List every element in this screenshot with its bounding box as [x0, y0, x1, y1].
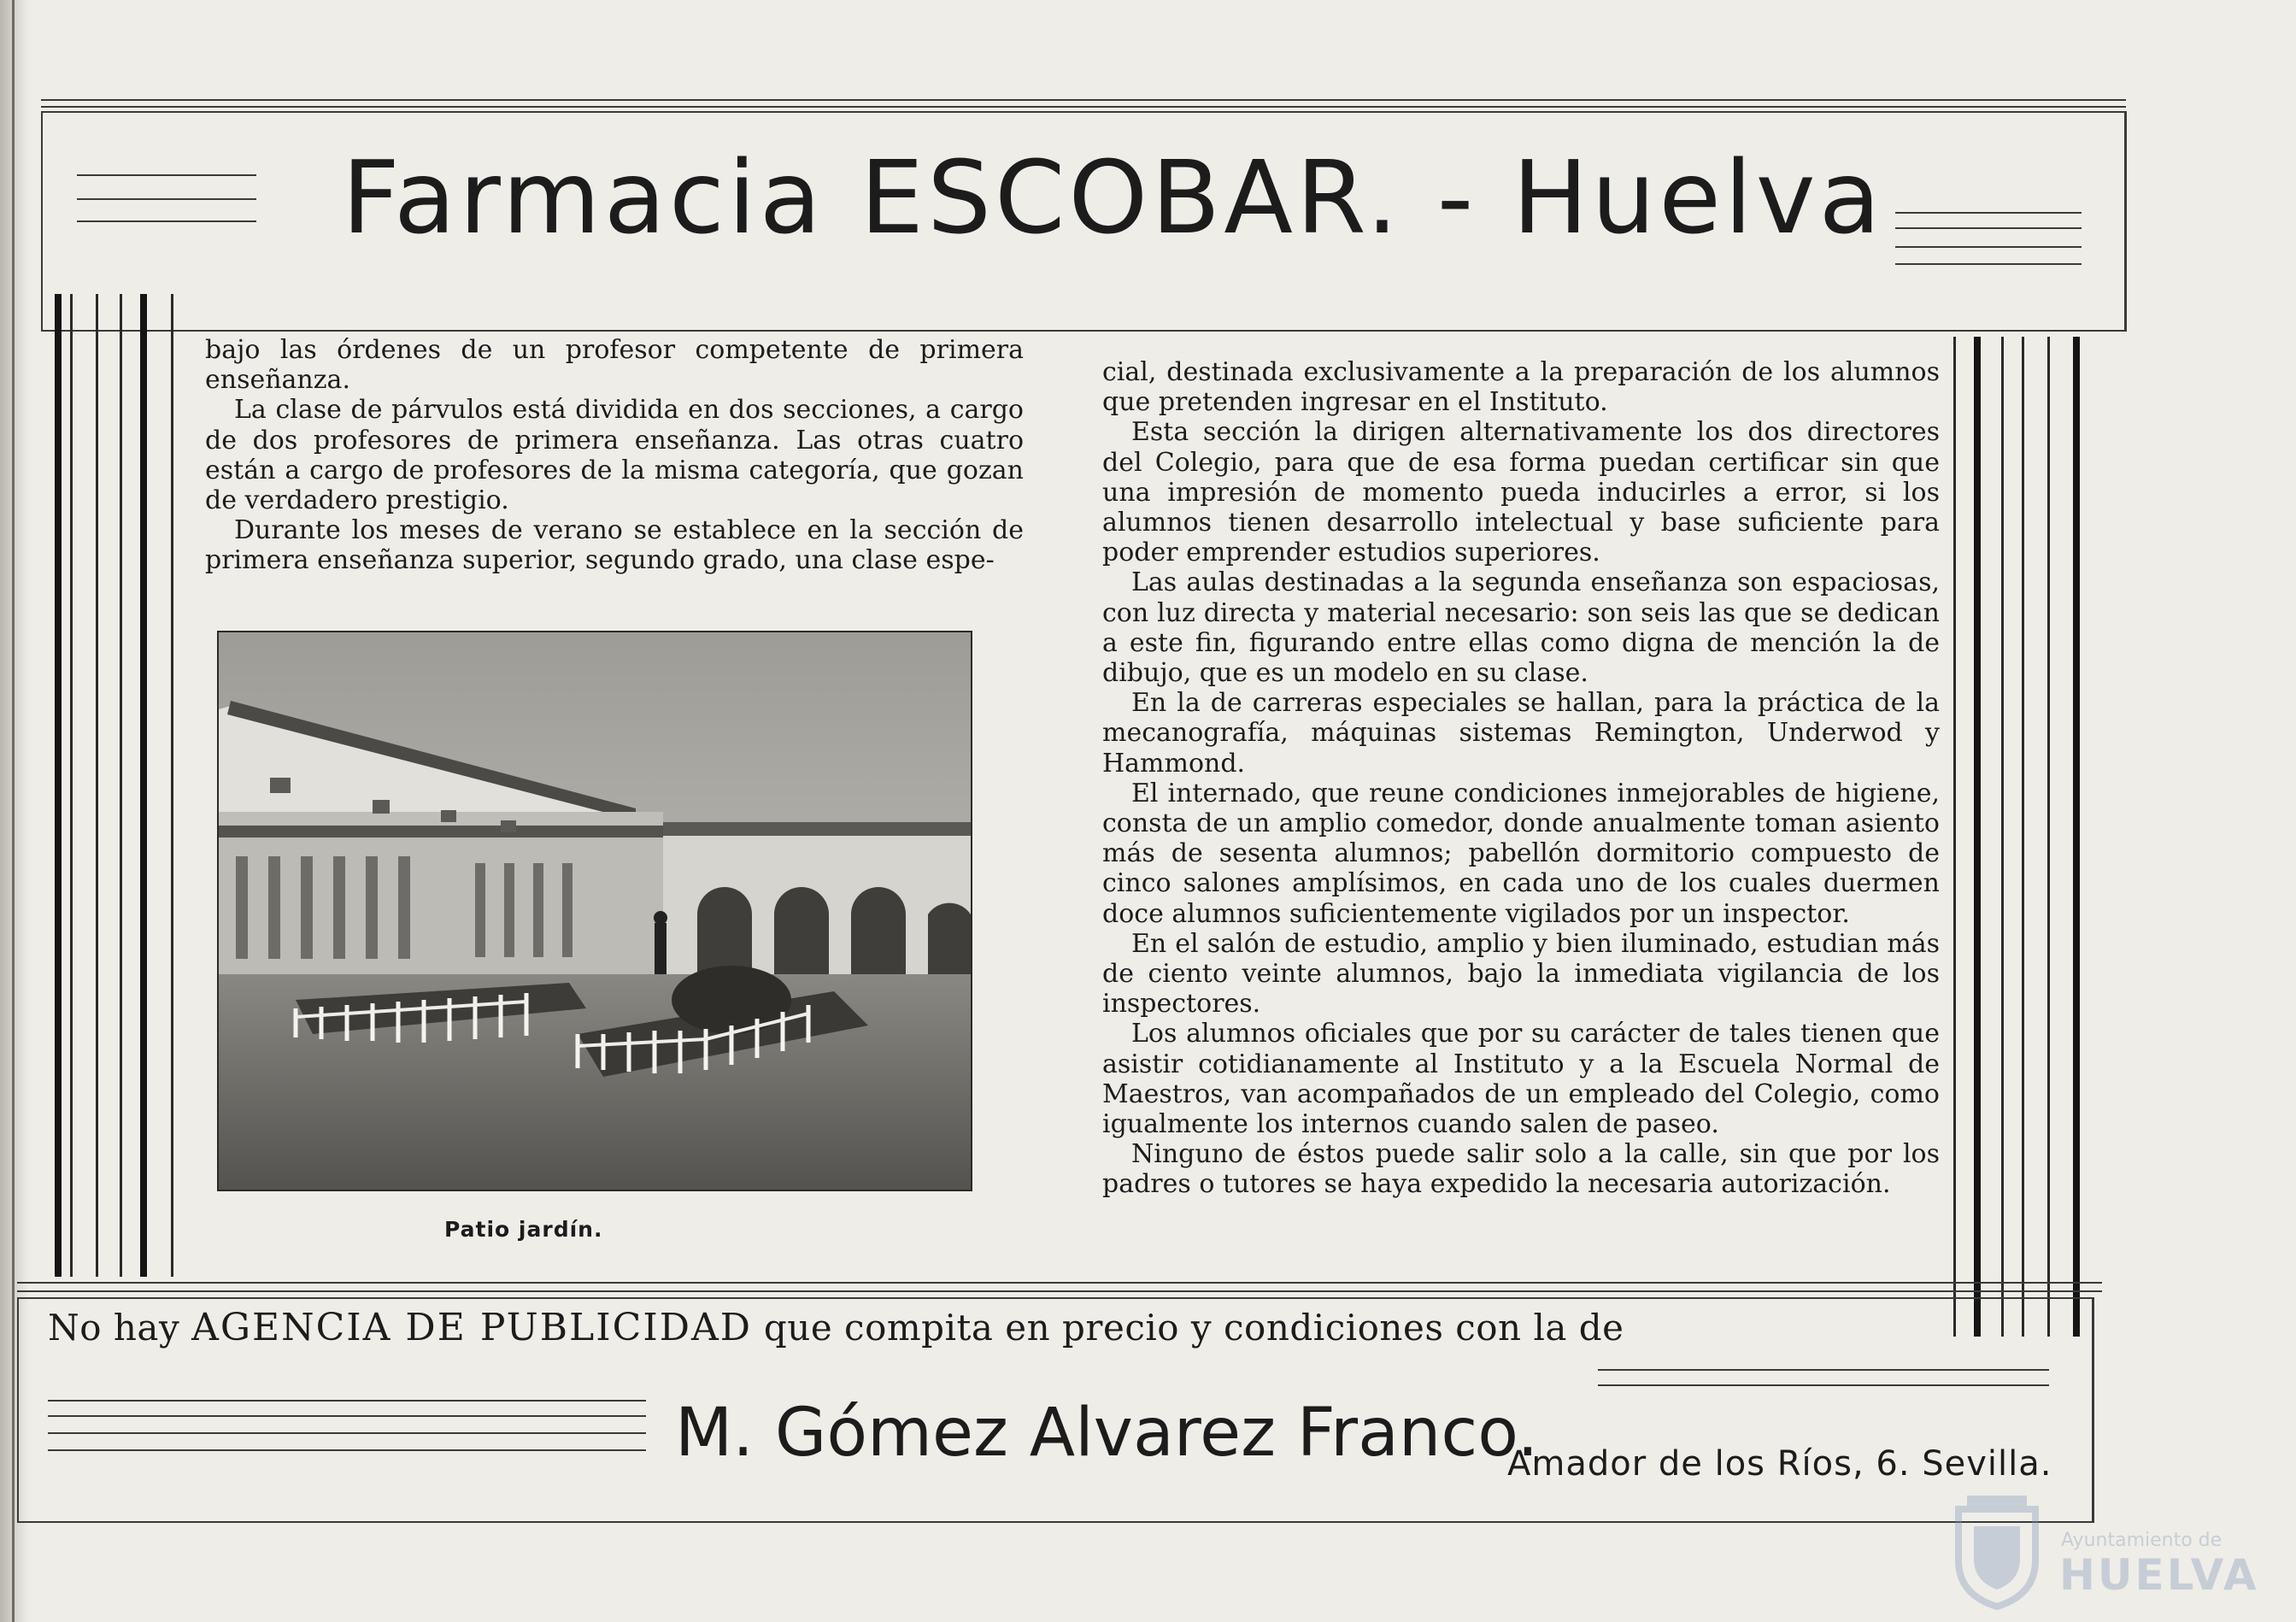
book-spine-line: [12, 0, 15, 1622]
paragraph: cial, destinada exclusivamente a la preparación de los alumnos que pretenden ingresar en el Instituto.: [1102, 357, 1940, 418]
paragraph: Las aulas destinadas a la segunda enseñanza son espaciosas, con luz directa y material necesario: son seis las que se dedican a este fin, figurando entre ellas como digna de mención la de dibujo, que es un modelo en su clase.: [1102, 567, 1940, 689]
advertiser-name: M. Gómez Alvarez Franco.: [675, 1395, 1539, 1472]
advertising-agency-slogan: [48, 1306, 1624, 1349]
paragraph: Ninguno de éstos puede salir solo a la calle, sin que por los padres o tutores se haya expedido la necesaria autorización.: [1102, 1139, 1940, 1200]
left-text-column: [205, 335, 1024, 576]
courtyard-garden-photo: [217, 631, 972, 1191]
paragraph: bajo las órdenes de un profesor competente de primera enseñanza.: [205, 335, 1024, 396]
archive-watermark: [1947, 1489, 2259, 1617]
paragraph: La clase de párvulos está dividida en dos secciones, a cargo de dos profesores de primera enseñanza. Las otras cuatro están a cargo de profesores de la misma categoría, que gozan de verdadero prestigio.: [205, 395, 1024, 516]
paragraph: Los alumnos oficiales que por su carácter de tales tienen que asistir cotidianamente al Instituto y a la Escuela Normal de Maestros, van acompañados de un empleado del Colegio, como igualmente los internos cuando salen de paseo.: [1102, 1019, 1940, 1140]
pharmacy-advert-title: Farmacia ESCOBAR. - Huelva: [342, 138, 1884, 256]
paragraph: Esta sección la dirigen alternativamente los dos directores del Colegio, para que de esa forma puedan certificar sin que una impresión de momento pueda inducirles a error, si los alumnos tienen desarrollo intelectual y base suficiente para poder emprender estudios superiores.: [1102, 417, 1940, 568]
city-seal-icon: [1950, 1492, 2044, 1610]
slogan-agency: AGENCIA DE PUBLICIDAD: [191, 1306, 753, 1349]
watermark-city: HUELVA: [2059, 1550, 2259, 1600]
watermark-small-text: Ayuntamiento de: [2061, 1530, 2223, 1551]
photo-caption: Patio jardín.: [444, 1217, 603, 1242]
paragraph: El internado, que reune condiciones inmejorables de higiene, consta de un amplio comedor, donde anualmente toman asiento más de sesenta alumnos; pabellón dormitorio compuesto de cinco salones amplísimos, en cada uno de los cuales duermen doce alumnos suficientemente vigilados por un inspector.: [1102, 778, 1940, 929]
slogan-start: No hay: [48, 1307, 180, 1349]
paragraph: En la de carreras especiales se hallan, para la práctica de la mecanografía, máquinas sistemas Remington, Underwod y Hammond.: [1102, 688, 1940, 779]
slogan-end: que compita en precio y condiciones con la de: [763, 1307, 1624, 1349]
advertiser-address: Amador de los Ríos, 6. Sevilla.: [1507, 1444, 2052, 1484]
paragraph: Durante los meses de verano se establece en la sección de primera enseñanza superior, segundo grado, una clase espe-: [205, 515, 1024, 576]
right-text-column: [1102, 357, 1940, 1200]
paragraph: En el salón de estudio, amplio y bien iluminado, estudian más de ciento veinte alumnos, bajo la inmediata vigilancia de los inspectores.: [1102, 928, 1940, 1020]
